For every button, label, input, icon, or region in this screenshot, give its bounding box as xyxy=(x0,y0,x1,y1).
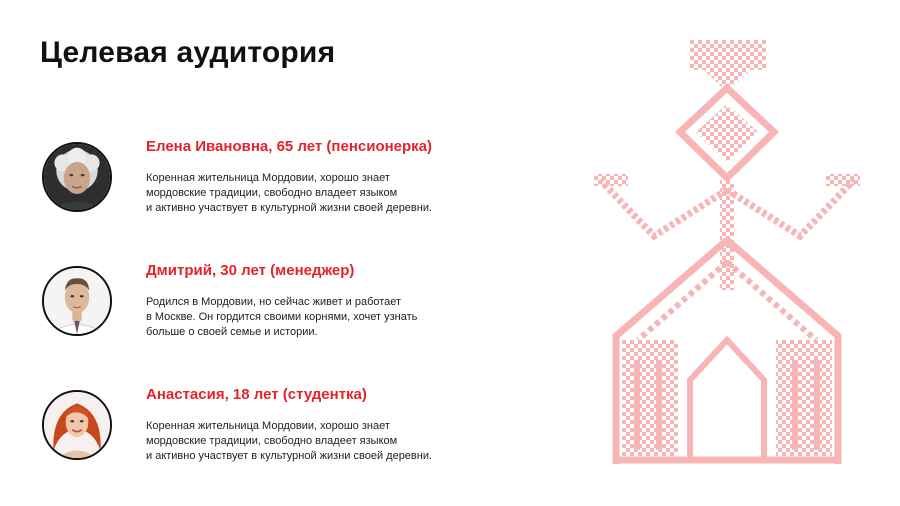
persona-name: Елена Ивановна, 65 лет (пенсионерка) xyxy=(146,138,433,155)
persona-description: Родился в Мордовии, но сейчас живет и работает в Москве. Он гордится своими корнями, хочет узнать больше о своей семье и истории. xyxy=(146,296,418,338)
ornament-figure-decoration xyxy=(594,40,860,464)
persona-description: Коренная жительница Мордовии, хорошо знает мордовские традиции, свободно владеет языком и активно участвует в культурной жизни своей деревни. xyxy=(146,420,433,462)
persona-card-dmitry xyxy=(42,262,562,346)
persona-card-anastasia xyxy=(42,386,562,470)
avatar-dmitry xyxy=(42,266,112,336)
avatar-anastasia xyxy=(42,390,112,460)
persona-card-elena xyxy=(42,138,562,222)
persona-name: Дмитрий, 30 лет (менеджер) xyxy=(146,262,355,279)
persona-description: Коренная жительница Мордовии, хорошо знает мордовские традиции, свободно владеет языком и активно участвует в культурной жизни своей деревни. xyxy=(146,172,433,214)
page-title: Целевая аудитория xyxy=(40,36,336,69)
avatar-elena xyxy=(42,142,112,212)
persona-name: Анастасия, 18 лет (студентка) xyxy=(146,386,367,403)
